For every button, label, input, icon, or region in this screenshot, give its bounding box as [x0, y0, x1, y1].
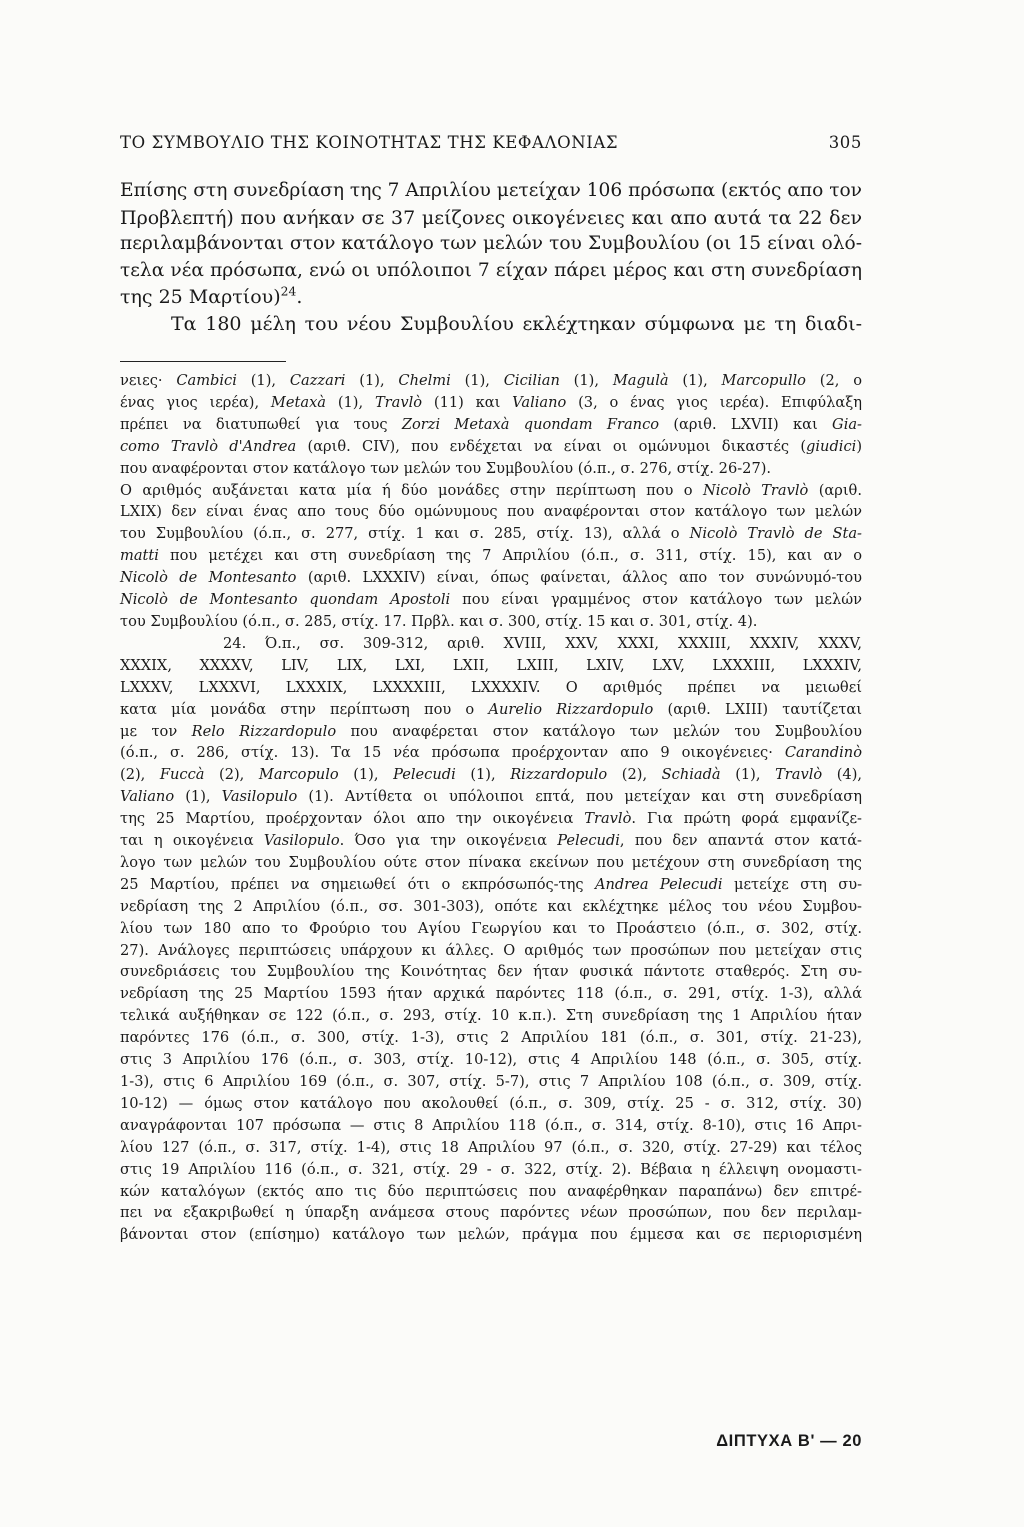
footnote-line: πρέπει να διατυπωθεί για τους Zorzi Metaxà quondam Franco (αριθ. LXVII) και Gia-	[120, 415, 862, 433]
footnote-line: Nicolò de Montesanto quondam Apostoli που είναι γραμμένος στον κατάλογο των μελών	[120, 591, 863, 609]
text-line: Επίσης στη συνεδρίαση της 7 Απριλίου μετείχαν 106 πρόσωπα (εκτός απο τον	[120, 180, 862, 201]
text-line: Τα 180 μέλη του νέου Συμβουλίου εκλέχτηκαν σύμφωνα με τη διαδι-	[171, 312, 862, 335]
footnote-line: ται η οικογένεια Vasilopulo. Όσο για την οικογένεια Pelecudi, που δεν απαντά στον κατά-	[120, 832, 862, 850]
footnote-line: λίου των 180 απο το Φρούριο του Αγίου Γεωργίου και το Προάστειο (ό.π., σ. 302, στίχ.	[120, 919, 862, 937]
footnote-line: βάνονται στον (επίσημο) κατάλογο των μελών, πράγμα που έμμεσα και σε περιορισμένη	[120, 1226, 862, 1244]
text-line: τελα νέα πρόσωπα, ενώ οι υπόλοιποι 7 είχαν πάρει μέρος και στη συνεδρίαση	[120, 259, 862, 281]
footnote-line: 1-3), στις 6 Απριλίου 169 (ό.π., σ. 307, στίχ. 5-7), στις 7 Απριλίου 108 (ό.π., σ. 309, στίχ.	[120, 1073, 862, 1090]
footnote-divider	[120, 361, 286, 362]
footnote-line: 25 Μαρτίου, πρέπει να σημειωθεί ότι ο εκπρόσωπός-της Andrea Pelecudi μετείχε στη συ-	[120, 875, 863, 893]
footnote-line: Nicolò de Montesanto (αριθ. LXXXIV) είναι, όπως φαίνεται, άλλος απο τον συνώνυμό-του	[120, 569, 863, 587]
footnote-line: νεδρίαση της 2 Απριλίου (ό.π., σσ. 301-303), οπότε και εκλέχτηκε μέλος του νέου Συμβου-	[120, 897, 862, 915]
footnote-line: ένας γιος ιερέα), Metaxà (1), Travlò (11) και Valiano (3, ο ένας γιος ιερέα). Επιφύλαξη	[120, 393, 863, 411]
footnote-line: 10-12) — όμως στον κατάλογο που ακολουθεί (ό.π., σ. 309, στίχ. 25 - σ. 312, στίχ. 30)	[120, 1094, 862, 1112]
main-text	[120, 178, 862, 338]
page-header	[120, 133, 862, 152]
footnote-line: LXXXV, LXXXVI, LXXXIX, LXXXXIII, LXXXXIV. Ο αριθμός πρέπει να μειωθεί	[120, 678, 862, 696]
footnote-line: του Συμβουλίου (ό.π., σ. 277, στίχ. 1 και σ. 285, στίχ. 13), αλλά ο Nicolò Travlò de Sta-	[120, 525, 862, 543]
running-title: ΤΟ ΣΥΜΒΟΥΛΙΟ ΤΗΣ ΚΟΙΝΟΤΗΤΑΣ ΤΗΣ ΚΕΦΑΛΟΝΙΑΣ	[120, 133, 619, 152]
footnote-line: 27). Ανάλογες περιπτώσεις υπάρχουν κι άλλες. Ο αριθμός των προσώπων που μετείχαν στις	[120, 941, 862, 959]
footnote-line: 24. Ό.π., σσ. 309-312, αριθ. XVIII, XXV, XXXI, XXXIII, XXXIV, XXXV,	[223, 634, 862, 652]
footnote-line: αναγράφονται 107 πρόσωπα — στις 8 Απριλίου 118 (ό.π., σ. 314, στίχ. 8-10), στις 16 Απρι-	[120, 1116, 862, 1134]
footnote-line: στις 19 Απριλίου 116 (ό.π., σ. 321, στίχ. 29 - σ. 322, στίχ. 2). Βέβαια η έλλειψη ονομαστι-	[120, 1160, 862, 1178]
footnote-line: παρόντες 176 (ό.π., σ. 300, στίχ. 1-3), στις 2 Απριλίου 181 (ό.π., σ. 301, στίχ. 21-23),	[120, 1029, 862, 1047]
sentence-end: .	[296, 286, 303, 309]
footnote-line: como Travlò d'Andrea (αριθ. CIV), που ενδέχεται να είναι οι ομώνυμοι δικαστές (giudici)	[120, 437, 863, 455]
footnote-line: (2), Fuccà (2), Marcopulo (1), Pelecudi (1), Rizzardopulo (2), Schiadà (1), Travlò (4),	[120, 766, 863, 784]
footnote-24	[120, 633, 862, 1246]
footnote-line: LXIX) δεν είναι ένας απο τους δύο ομώνυμους που αναφέρονται στον κατάλογο των μελών	[120, 503, 862, 521]
footnote-23-continued	[120, 370, 862, 633]
footnote-line: με τον Relo Rizzardopulo που αναφέρεται στον κατάλογο των μελών του Συμβουλίου	[120, 722, 863, 740]
footnote-line: στις 3 Απριλίου 176 (ό.π., σ. 303, στίχ. 10-12), στις 4 Απριλίου 148 (ό.π., σ. 305, στίχ.	[120, 1051, 862, 1069]
footnote-line: συνεδριάσεις του Συμβουλίου της Κοινότητας δεν ήταν φυσικά πάντοτε σταθερός. Στη συ-	[120, 963, 862, 981]
printer-signature-mark: ΔΙΠΤΥΧΑ Β' — 20	[716, 1432, 862, 1450]
footnote-line: νειες· Cambici (1), Cazzari (1), Chelmi (1), Cicilian (1), Magulà (1), Marcopullo (2, ο	[120, 372, 863, 389]
footnote-ref-24: 24	[280, 285, 297, 300]
footnote-line: κατα μία μονάδα στην περίπτωση που ο Aurelio Rizzardopulo (αριθ. LXIII) ταυτίζεται	[120, 700, 862, 718]
footnote-line: που αναφέρονται στον κατάλογο των μελών του Συμβουλίου (ό.π., σ. 276, στίχ. 26-27).	[120, 459, 772, 477]
footnote-line: Ο αριθμός αυξάνεται κατα μία ή δύο μονάδες στην περίπτωση που ο Nicolò Travlò (αριθ.	[120, 481, 862, 499]
footnote-line: matti που μετέχει και στη συνεδρίαση της 7 Απριλίου (ό.π., σ. 311, στίχ. 15), και αν ο	[120, 547, 862, 565]
text-line-content: της 25 Μαρτίου)	[120, 286, 281, 309]
footnote-line: (ό.π., σ. 286, στίχ. 13). Τα 15 νέα πρόσωπα προέρχονταν απο 9 οικογένειες· Carandinò	[120, 744, 862, 762]
text-line: περιλαμβάνονται στον κατάλογο των μελών του Συμβουλίου (οι 15 είναι ολό-	[120, 233, 862, 255]
footnote-line: της 25 Μαρτίου, προέρχονταν όλοι απο την οικογένεια Travlò. Για πρώτη φορά εμφανίζε-	[120, 810, 862, 828]
footnote-line: νεδρίαση της 25 Μαρτίου 1593 ήταν αρχικά παρόντες 118 (ό.π., σ. 291, στίχ. 1-3), αλλά	[120, 985, 862, 1003]
footnote-line: λίου 127 (ό.π., σ. 317, στίχ. 1-4), στις 18 Απριλίου 97 (ό.π., σ. 320, στίχ. 27-29) και τέλος	[120, 1138, 862, 1156]
footnote-line: κών καταλόγων (εκτός απο τις δύο περιπτώσεις που αναφέρθηκαν παραπάνω) δεν επιτρέ-	[120, 1182, 862, 1200]
footnote-line: τελικά αυξήθηκαν σε 122 (ό.π., σ. 293, στίχ. 10 κ.π.). Στη συνεδρίαση της 1 Απριλίου ήταν	[120, 1007, 862, 1025]
footnote-line: του Συμβουλίου (ό.π., σ. 285, στίχ. 17. Πρβλ. και σ. 300, στίχ. 15 και σ. 301, στίχ. 4).	[120, 612, 758, 630]
page-number: 305	[828, 133, 862, 152]
footnote-line: XXXIX, XXXXV, LIV, LIX, LXI, LXII, LXIII, LXIV, LXV, LXXXIII, LXXXIV,	[120, 656, 862, 674]
footnote-line: λογο των μελών του Συμβουλίου ούτε στον πίνακα εκείνων που μετέχουν στη συνεδρίαση της	[120, 853, 862, 871]
footnote-line: Valiano (1), Vasilopulo (1). Αντίθετα οι υπόλοιποι επτά, που μετείχαν και στη συνεδρίαση	[120, 788, 862, 806]
text-line: Προβλεπτή) που ανήκαν σε 37 μείζονες οικογένειες και απο αυτά τα 22 δεν	[120, 206, 862, 229]
footnotes	[120, 370, 862, 1246]
text-line	[120, 284, 862, 311]
footnote-line: πει να εξακριβωθεί η ύπαρξη ανάμεσα στους παρόντες νέων προσώπων, που δεν περιλαμ-	[120, 1204, 862, 1222]
